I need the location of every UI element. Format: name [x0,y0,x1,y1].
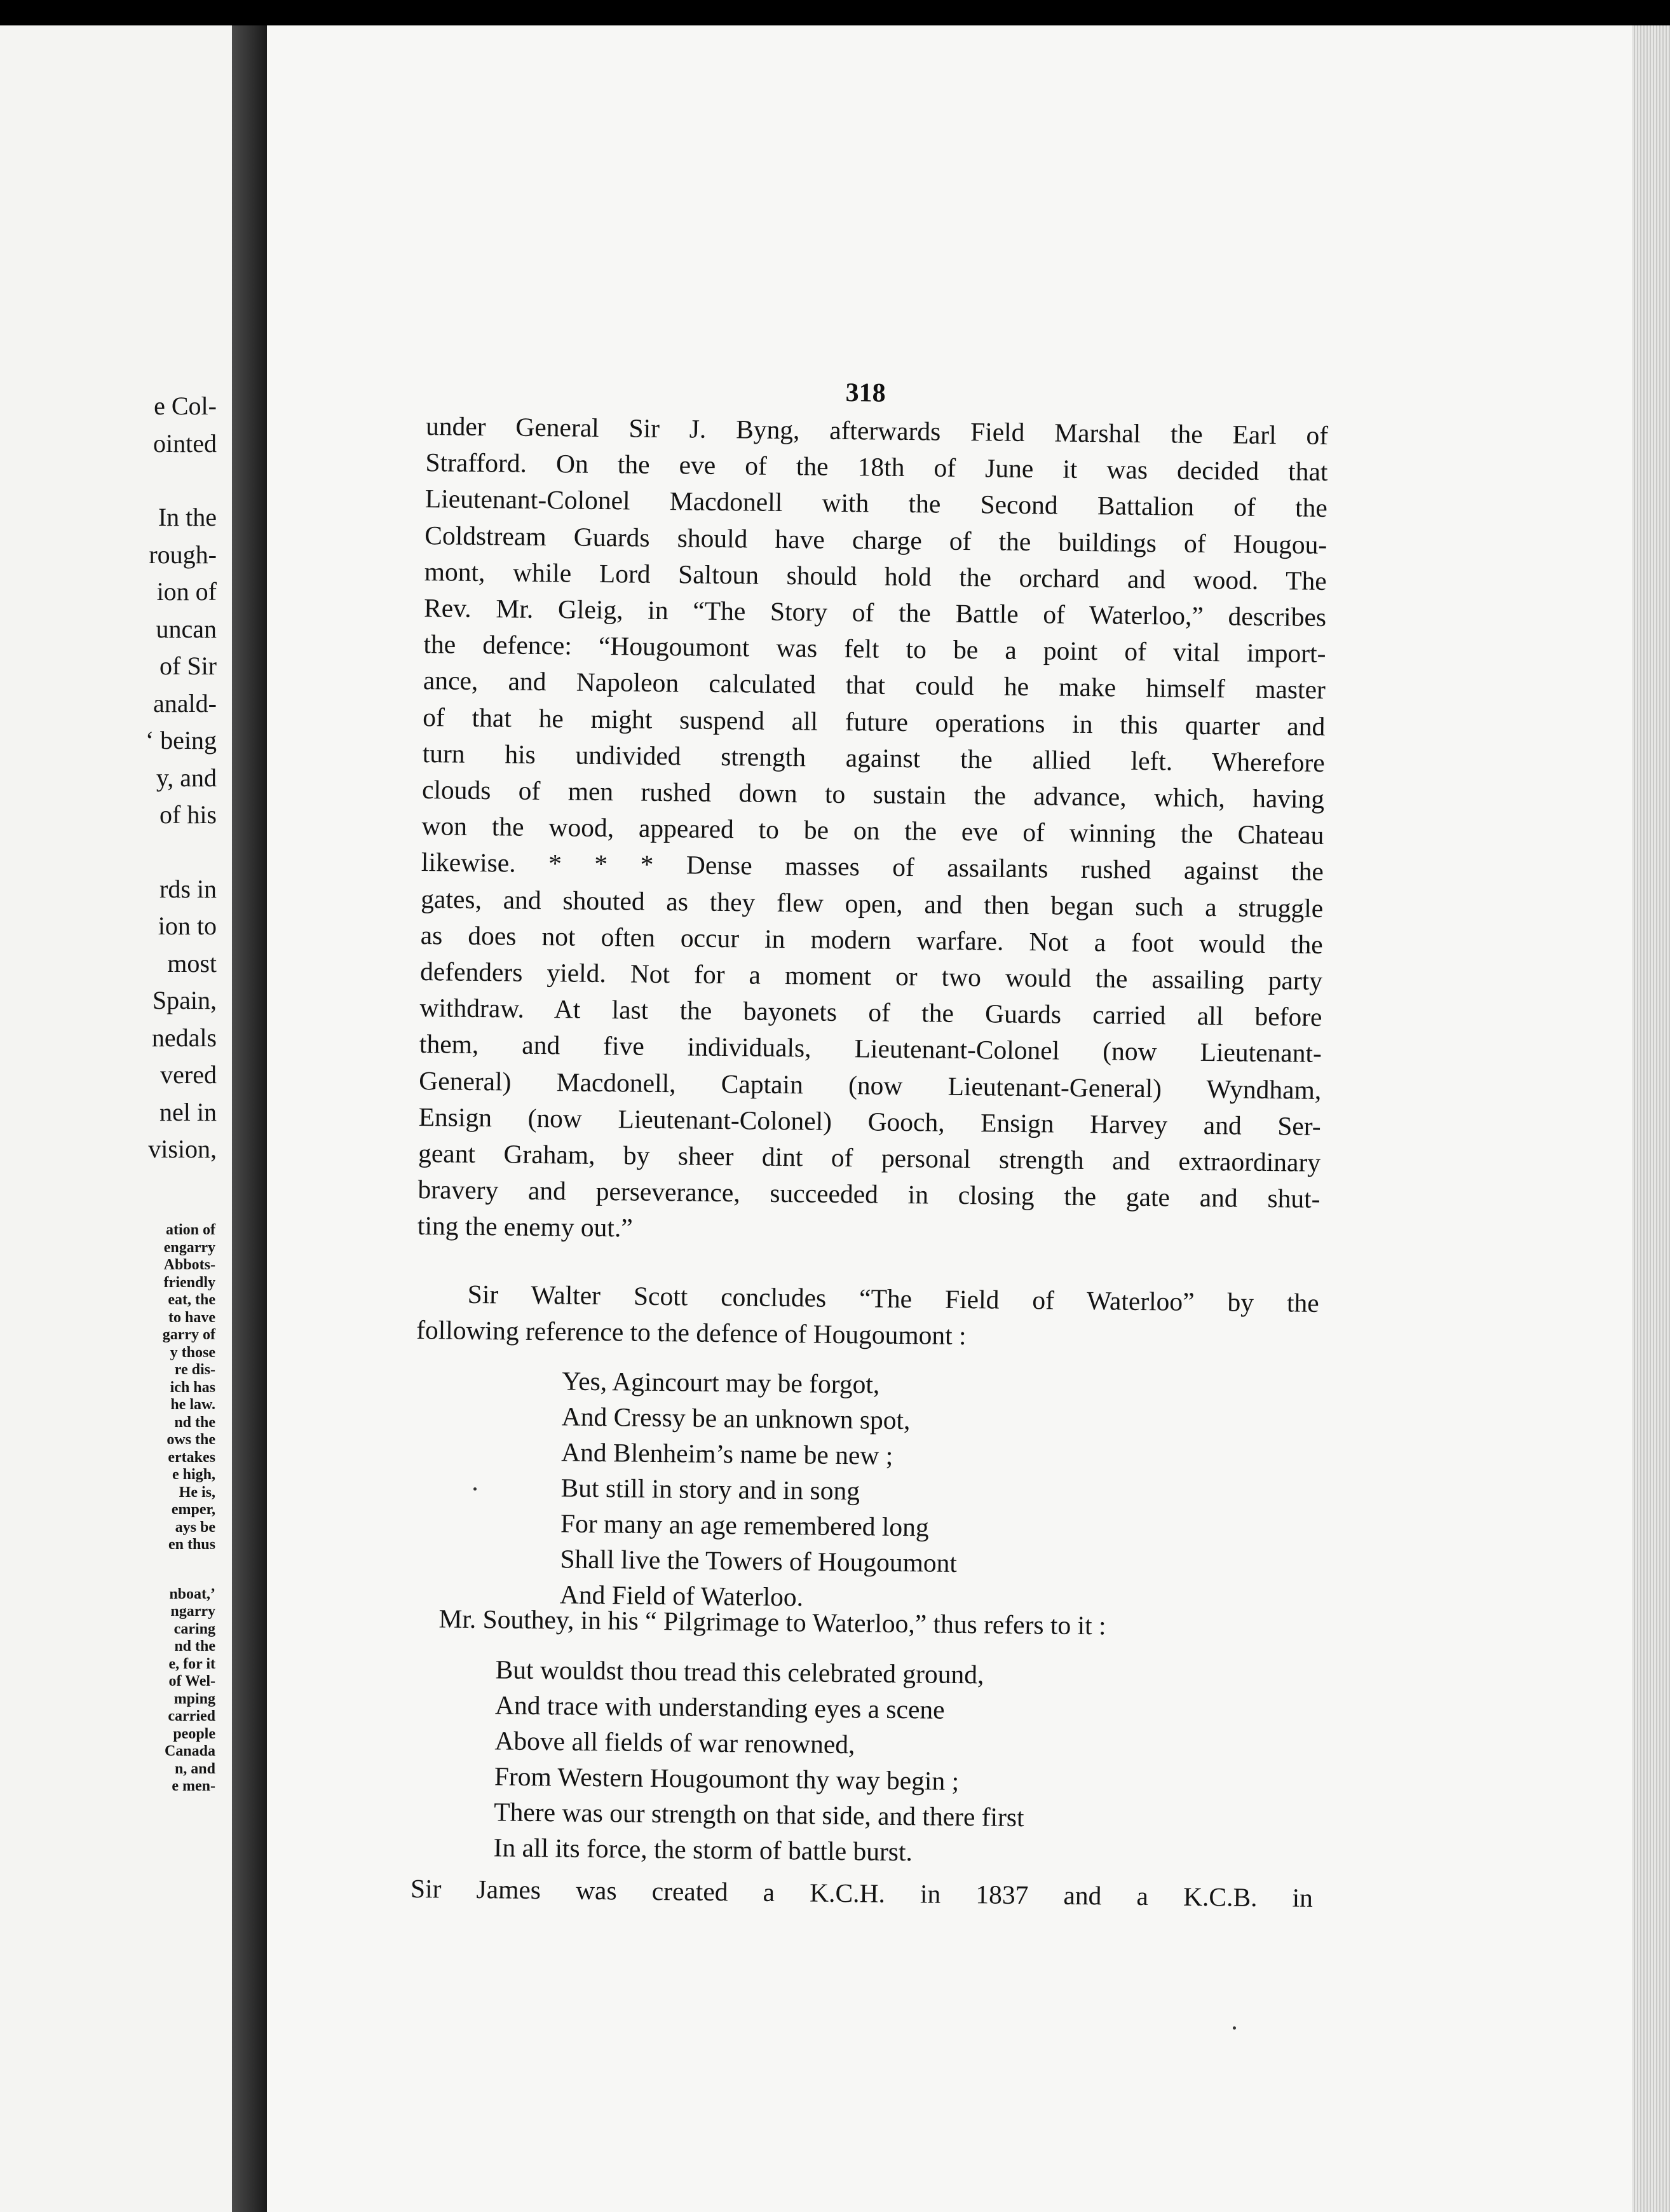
verse-line: And Field of Waterloo. [559,1580,804,1612]
text-line: them, and five individuals, Lieutenant-Colonel (now Lieutenant- [419,1029,1322,1068]
left-note-line: nd the [174,1414,215,1431]
left-line: uncan [156,614,217,643]
text-line: Lieutenant-Colonel Macdonell with the Second Battalion of the [424,484,1328,523]
left-line: e Col- [154,392,217,420]
left-line: most [167,948,217,978]
left-line: y, and [156,763,217,792]
page-number: 318 [845,378,886,408]
left-note-line: of Wel- [168,1673,215,1690]
text-line: gates, and shouted as they flew open, and then began such a struggle [421,884,1324,923]
paragraph-final: Sir James was created a K.C.H. in 1837 and a K.C.B. in [410,1873,1314,1913]
verse-line: From Western Hougoumont thy way begin ; [494,1761,960,1796]
left-note-line: caring [173,1620,215,1637]
verse-line: And trace with understanding eyes a scene [494,1690,945,1724]
text-line: withdraw. At last the bayonets of the Guards carried all before [419,993,1322,1032]
right-page [267,25,1670,2212]
left-note-line: e high, [172,1466,215,1483]
book-spine-shadow [232,25,267,2212]
text-line: likewise. * * * Dense masses of assailants rushed against the [421,847,1324,887]
text-line: the defence: “Hougoumont was felt to be a point of vital import- [423,629,1326,669]
left-note-line: eat, the [168,1292,215,1308]
left-line: nel in [160,1097,217,1126]
left-note-line: e, for it [168,1655,215,1672]
text-line: ance, and Napoleon calculated that could he make himself master [423,666,1326,705]
text-line: mont, while Lord Saltoun should hold the orchard and wood. The [424,556,1327,596]
verse-line: There was our strength on that side, and there first [494,1797,1024,1833]
left-note-line: to have [168,1309,215,1326]
left-page-main-text [0,388,217,1168]
text-line: following reference to the defence of Hougoumont : [416,1315,967,1351]
left-note-line: n, and [174,1760,215,1777]
left-note-line: ich has [170,1379,215,1396]
left-note-line: ngarry [170,1603,215,1620]
left-note-line: engarry [163,1239,215,1256]
left-line: of his [160,800,217,829]
text-line: won the wood, appeared to be on the eve of winning the Chateau [421,811,1324,850]
text-line: General) Macdonell, Captain (now Lieutenant-General) Wyndham, [419,1065,1322,1105]
paragraph-hougoumont [418,408,1329,1253]
left-line: anald- [153,688,217,718]
text-line: clouds of men rushed down to sustain the advance, which, having [421,775,1325,814]
left-line: rough- [149,540,217,569]
text-line: as does not often occur in modern warfare. Not a foot would the [420,920,1323,959]
verse-scott [560,1363,960,1616]
text-line: geant Graham, by sheer dint of personal strength and extraordinary [418,1138,1321,1177]
text-line: Coldstream Guards should have charge of the buildings of Hougou- [424,520,1327,559]
left-note-line: e men- [172,1778,215,1794]
left-note-line: y those [170,1344,215,1361]
left-note-line: Abbots- [163,1257,215,1273]
verse-line: But wouldst thou tread this celebrated ground, [495,1655,984,1690]
text-line: bravery and perseverance, succeeded in closing the gate and shut- [418,1175,1320,1214]
left-note-line: en thus [168,1536,215,1553]
left-line: Spain, [152,986,217,1014]
left-note-line: emper, [171,1501,215,1518]
verse-line: But still in story and in song [560,1473,860,1506]
left-note-line: ertakes [168,1449,215,1466]
text-line: Rev. Mr. Gleig, in “The Story of the Battle of Waterloo,” describes [423,593,1327,632]
left-line: nedals [151,1023,217,1052]
left-line: ‘ being [145,726,217,754]
left-line: ion of [156,577,217,606]
page-content [267,25,1670,2212]
left-note-line: carried [168,1708,215,1724]
left-note-line: Canada [164,1743,215,1759]
left-line: rds in [160,874,217,903]
left-line: vered [160,1060,217,1089]
left-note-line: nboat,’ [169,1585,215,1602]
left-note-line: re dis- [174,1362,215,1378]
left-note-line: He is, [179,1484,215,1501]
left-line: vision, [148,1135,217,1163]
left-note-line: garry of [162,1327,215,1343]
left-facing-page [0,25,232,2212]
left-line: of Sir [160,652,217,680]
left-line: In the [158,503,217,531]
text-line: turn his undivided strength against the allied left. Wherefore [422,738,1325,777]
verse-line: Shall live the Towers of Hougoumont [560,1544,958,1578]
verse-line: And Blenheim’s name be new ; [560,1437,893,1470]
text-line: defenders yield. Not for a moment or two would the assailing party [419,957,1323,995]
paper-speck [1233,2026,1236,2030]
verse-line: In all its force, the storm of battle burst. [493,1833,913,1867]
text-line: of that he might suspend all future operations in this quarter and [423,702,1326,741]
left-note-line: nd the [174,1638,215,1655]
left-note-line: friendly [163,1274,215,1291]
left-line: ion to [158,911,217,940]
text-line: under General Sir J. Byng, afterwards Field Marshal the Earl of [425,411,1329,450]
text-line: Sir Walter Scott concludes “The Field of Waterloo” by the [467,1279,1319,1318]
text-line: Strafford. On the eve of the 18th of June it was decided that [425,447,1328,487]
left-note-line: he law. [170,1396,215,1413]
left-note-line: ays be [175,1519,215,1536]
paragraph-southey: Mr. Southey, in his “ Pilgrimage to Waterloo,” thus refers to it : [438,1604,1106,1641]
left-note-line: ation of [166,1222,215,1238]
text-line: ting the enemy out.” [417,1211,634,1243]
left-note-line: people [173,1725,215,1742]
left-note-line: mping [173,1690,215,1707]
verse-line: Above all fields of war renowned, [494,1726,855,1759]
verse-line: And Cressy be an unknown spot, [561,1402,911,1435]
text-line: Ensign (now Lieutenant-Colonel) Gooch, Ensign Harvey and Ser- [418,1102,1321,1141]
paper-speck [473,1487,477,1491]
left-note-line: ows the [166,1431,215,1448]
verse-line: For many an age remembered long [560,1508,929,1542]
left-line: ointed [153,428,217,458]
verse-line: Yes, Agincourt may be forgot, [562,1366,880,1399]
left-page-footnotes [0,1222,215,1796]
paragraph-scott [416,1276,1319,1358]
verse-southey [493,1651,1026,1871]
